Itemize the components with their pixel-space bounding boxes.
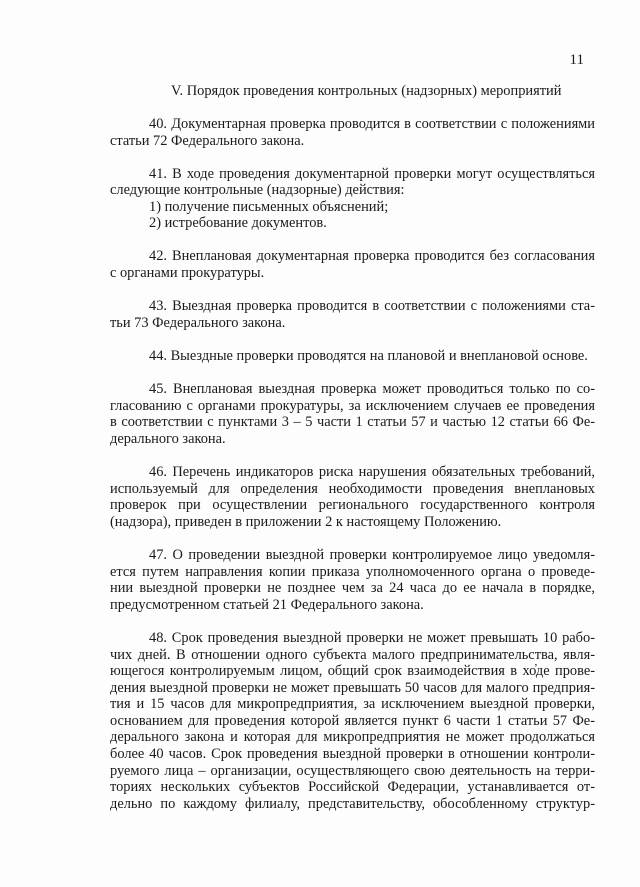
paragraph-line: 40. Документарная проверка проводится в соответствии с положениями: [149, 117, 595, 132]
paragraph-line: проверок при осуществлении регионального государственного контроля: [110, 498, 595, 513]
paragraph-line: 41. В ходе проведения документарной проверки могут осуществляться: [149, 167, 595, 182]
paragraph-line: более 40 часов. Срок проведения выездной проверки в отношении контроли-: [110, 747, 595, 762]
paragraph-line: чих дней. В отношении одного субъекта малого предпринимательства, явля-: [110, 648, 595, 663]
paragraph-line: 42. Внеплановая документарная проверка проводится без согласования: [149, 249, 595, 264]
paragraph-line: нии выездной проверки не позднее чем за 24 часа до ее начала в порядке,: [110, 581, 595, 596]
paragraph-line: основанием для проведения которой является пункт 6 части 1 статьи 57 Фе-: [110, 714, 595, 729]
paragraph-line: следующие контрольные (надзорные) действия:: [110, 182, 405, 198]
paragraph-line: 48. Срок проведения выездной проверки не может превышать 10 рабо-: [149, 631, 595, 646]
paragraph-line: гласованию с органами прокуратуры, за исключением случаев ее проведения: [110, 399, 595, 414]
paragraph-line: ется путем направления копии приказа уполномоченного органа о проведе-: [110, 565, 595, 580]
paragraph-line: тьи 73 Федерального закона.: [110, 315, 286, 331]
paragraph-line: (надзора), приведен в приложении 2 к настоящему Положению.: [110, 514, 502, 530]
page-number: 11: [569, 52, 584, 68]
paragraph-line: используемый для определения необходимости проведения внеплановых: [110, 482, 595, 497]
list-item: 1) получение письменных объяснений;: [149, 199, 389, 215]
paragraph-line: 45. Внеплановая выездная проверка может проводиться только по со-: [149, 382, 595, 397]
paragraph-line: руемого лица – организации, осуществляющего свою деятельность на терри-: [110, 764, 595, 779]
paragraph-line: статьи 72 Федерального закона.: [110, 133, 305, 149]
paragraph-line: дерального закона.: [110, 431, 226, 447]
paragraph-line: 47. О проведении выездной проверки контролируемое лицо уведомля-: [149, 548, 595, 563]
paragraph-line: предусмотренном статьей 21 Федерального закона.: [110, 597, 424, 613]
paragraph-line: дения выездной проверки не может превышать 50 часов для малого предприя-: [110, 681, 595, 696]
paragraph-line: ющегося контролируемым лицом, общий срок взаимодействия в хо̓де прове-: [110, 664, 595, 679]
paragraph-line: 43. Выездная проверка проводится в соответствии с положениями ста-: [149, 299, 595, 314]
paragraph-line: 46. Перечень индикаторов риска нарушения обязательных требований,: [149, 465, 595, 480]
paragraph-line: в соответствии с пунктами 3 – 5 части 1 статьи 57 и частью 12 статьи 66 Фе-: [110, 415, 595, 430]
paragraph-line: дельно по каждому филиалу, представительству, обособленному структур-: [110, 797, 595, 812]
paragraph-line: дерального закона и которая для микропредприятия не может продолжаться: [110, 730, 595, 745]
paragraph-line: тия и 15 часов для микропредприятия, за исключением выездной проверки,: [110, 697, 595, 712]
section-heading: V. Порядок проведения контрольных (надзорных) мероприятий: [171, 83, 562, 99]
list-item: 2) истребование документов.: [149, 215, 327, 231]
paragraph-line: с органами прокуратуры.: [110, 265, 265, 281]
paragraph-line: ториях нескольких субъектов Российской Федерации, устанавливается от-: [110, 780, 595, 795]
paragraph-line: 44. Выездные проверки проводятся на плановой и внеплановой основе.: [149, 348, 588, 364]
